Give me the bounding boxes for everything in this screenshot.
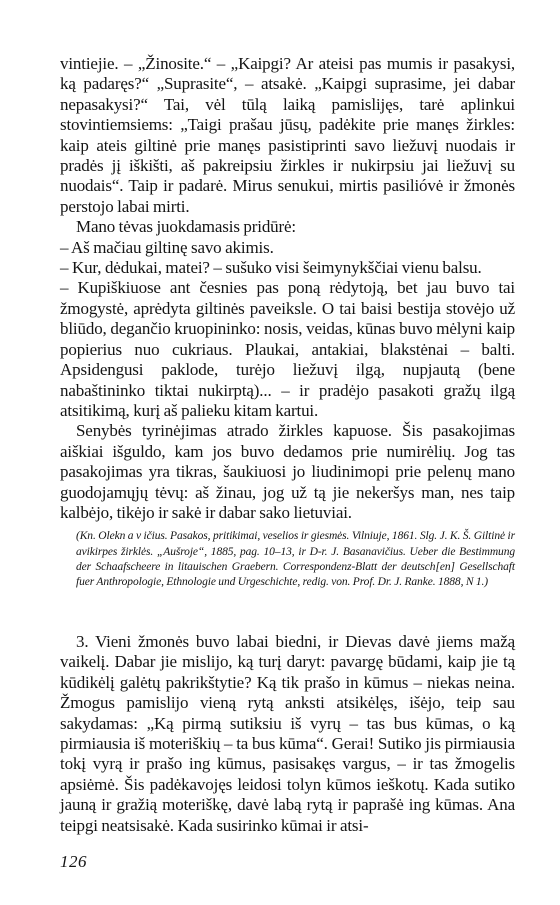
page-number: 126 bbox=[60, 852, 87, 871]
citation-note: (Kn. Olekn a v ičius. Pasakos, pritikimai, veselios ir giesmės. Vilniuje, 1861. Slg. J. K. Š. Giltinė ir avikirpes žirklės. „Aušroje“, 1885, pag. 10–13, ir D-r. J. Basanavičius. Ueber die Bestimmung der Schaafscheere in litauischen Graebern. Correspondenz-Blatt der deutsch[en] Gesellschaft fuer Anthropologie, Ethnologie und Urgeschichte, redig. von. Prof. Dr. J. Ranke. 1888, N 1.) bbox=[76, 530, 515, 588]
paragraph-6: Senybės tyrinėjimas atrado žirkles kapuose. Šis pasakojimas aiškiai išguldo, kam jos buvo dedamos prie numirėlių. Jog tas pasakojimas yra tikras, šaukiuosi jo liudinimopi prie pelenų mano guodojamųjų tėvų: aš žinau, jog už tą jie nekeršys man, nes taip kalbėjo, tikėjo ir sakė ir dabar sako lietuviai. bbox=[60, 421, 515, 522]
paragraph-7: 3. Vieni žmonės buvo labai biedni, ir Dievas davė jiems mažą vaikelį. Dabar jie mislijo, ką turį daryt: pavargę būdami, kaip jie tą kūdikėlį galėtų pakrikštytie? Ką tik prašo in kūmus – niekas neina. Žmogus pamislijo vieną rytą anksti atsikėlęs, išėjo, teip sau sakydamas: „Ką pirmą sutiksiu iš vyrų – tas bus kūmas, o ką pirmiausia iš moteriškių – ta bus kūma“. Gerai! Sutiko jis pirmiausia tokį vyrą ir prašo ing kūmus, pasisakęs vargus, – ir tas žmogelis apsiėmė. Šis padėkavojęs leidosi tolyn kūmos ieškotų. Kada sutiko jauną ir gražią moteriškę, davė labą rytą ir paprašė ing kūmas. Ana teipgi neatsisakė. Kada susirinko kūmai ir atsi- bbox=[60, 632, 515, 835]
paragraph-5: – Kupiškiuose ant česnies pas poną rėdytoją, bet jau buvo tai žmogystė, aprėdyta giltinės paveiksle. O tai baisi bestija stovėjo už bliūdo, degančio kruopininko: nosis, veidas, kūnas buvo mėlyni kaip popierius nuo cukriaus. Plaukai, antakiai, blakstėnai – balti. Apsidengusi paklode, turėjo liežuvį ilgą, nupjautą (bene nabaštininko tiktai nukirptą)... – ir pradėjo pasakoti gražų ilgą atsitikimą, kurį aš palieku kitam kartui. bbox=[60, 278, 515, 420]
paragraph-4: – Kur, dėdukai, matei? – sušuko visi šeimynykščiai vienu balsu. bbox=[60, 258, 482, 278]
paragraph-3: – Aš mačiau giltinę savo akimis. bbox=[60, 237, 274, 257]
section-two bbox=[60, 632, 515, 836]
paragraph-1: vintiejie. – „Žinosite.“ – „Kaipgi? Ar ateisi pas mumis ir pasakysi, ką padaręs?“ „Suprasite“, – atsakė. „Kaipgi suprasime, jei dabar nepasakysi?“ Tai, vėl tūlą laiką pamislijęs, tarė aplinkui stovintiemsiems: „Taigi prašau jūsų, padėkite prie manęs žirkles: kaip ateis giltinė prie manęs pasistiprinti savo liežuvį nuodais ir pradės jį iškišti, aš pakreipsiu žirkles ir nukirpsiu jai liežuvį su nuodais“. Taip ir padarė. Mirus senukui, mirtis pasilióvė ir žmonės perstojo labai mirti. bbox=[60, 54, 515, 216]
paragraph-2: Mano tėvas juokdamasis pridūrė: bbox=[76, 217, 296, 237]
section-one bbox=[60, 54, 515, 590]
